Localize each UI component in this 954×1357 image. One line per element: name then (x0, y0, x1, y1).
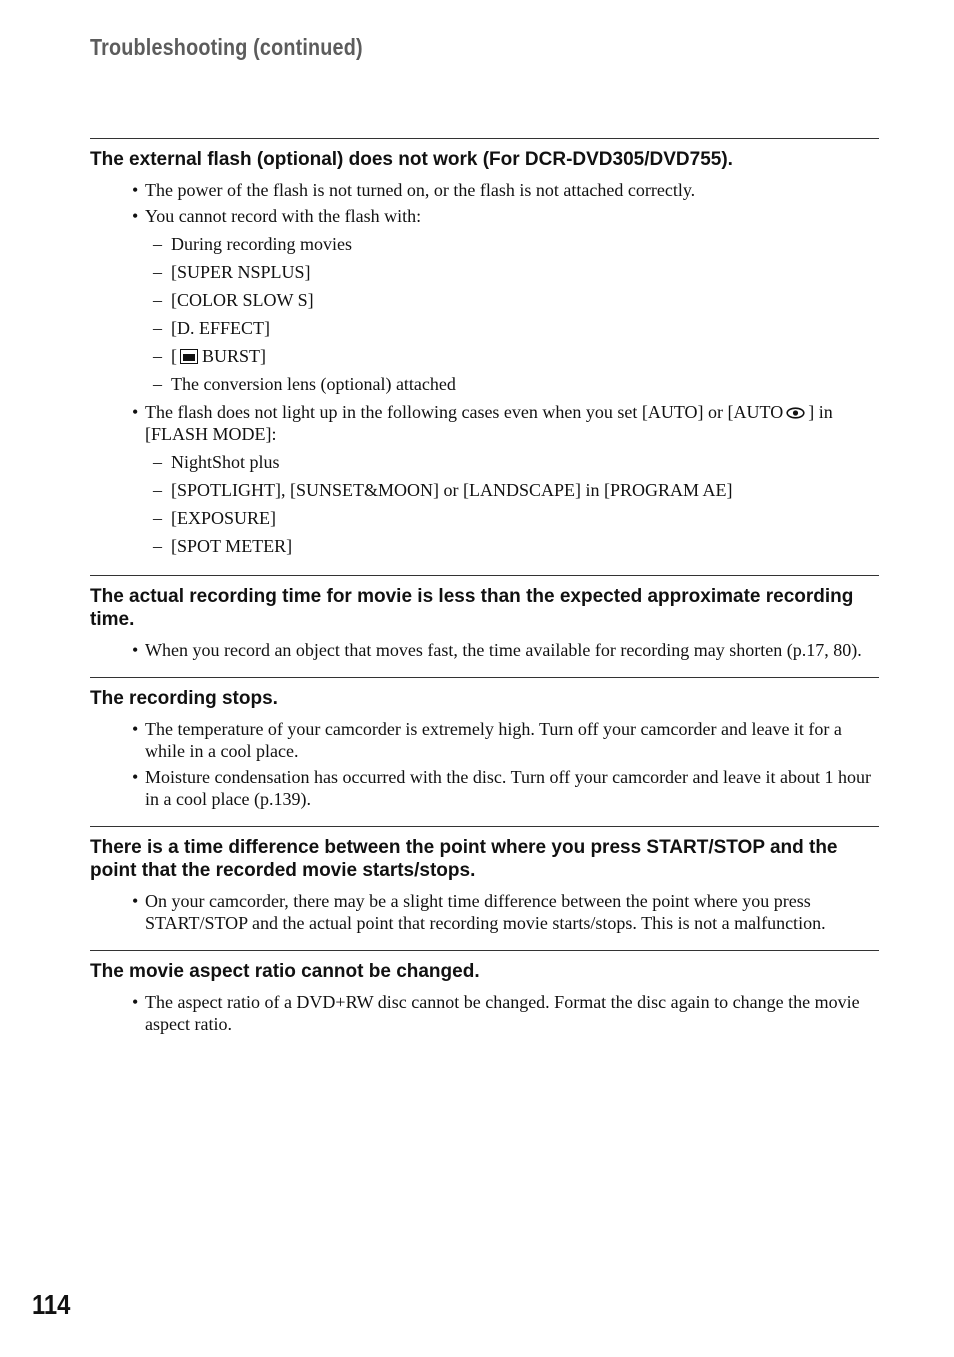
section-title: The actual recording time for movie is less than the expected approximate recording time. (90, 586, 854, 630)
dash-list (145, 233, 879, 395)
section-external-flash (90, 138, 879, 575)
dash-item: – [SPOT METER] (145, 535, 879, 557)
dash-item: – [SUPER NSPLUS] (145, 261, 879, 283)
page-number: 114 (32, 1289, 71, 1320)
bullet-item: • Moisture condensation has occurred with the disc. Turn off your camcorder and leave it about 1 hour in a cool place (p.139). (90, 766, 879, 810)
burst-label: BURST] (202, 346, 267, 366)
bullet-list (90, 890, 879, 934)
bullet-text: The flash does not light up in the following cases even when you set [AUTO] or [AUTO (145, 402, 784, 422)
section-title: The external flash (optional) does not work (For DCR-DVD305/DVD755). (90, 149, 733, 170)
dash-item: – [COLOR SLOW S] (145, 289, 879, 311)
bracket-open: [ (171, 346, 177, 366)
bullet-item (90, 205, 879, 395)
bullet-list (90, 639, 879, 661)
page-header: Troubleshooting (continued) (90, 34, 363, 60)
section-recording-stops (90, 677, 879, 826)
bullet-text-end: ] in [FLASH MODE]: (145, 402, 833, 444)
bullet-item: • The temperature of your camcorder is extremely high. Turn off your camcorder and leave it for a while in a cool place. (90, 718, 879, 762)
dash-item: – During recording movies (145, 233, 879, 255)
section-recording-time (90, 575, 879, 677)
section-title: There is a time difference between the point where you press START/STOP and the point that the recorded movie starts/stops. (90, 837, 838, 881)
section-title: The movie aspect ratio cannot be changed. (90, 961, 480, 982)
dash-item: – NightShot plus (145, 451, 879, 473)
section-time-difference (90, 826, 879, 950)
bullet-text: You cannot record with the flash with: (145, 206, 422, 226)
bullet-item: • On your camcorder, there may be a slight time difference between the point where you press START/STOP and the actual point that recording movie starts/stops. This is not a malfunction. (90, 890, 879, 934)
dash-item: – [D. EFFECT] (145, 317, 879, 339)
dash-item (145, 345, 879, 367)
bullet-item: • The power of the flash is not turned on, or the flash is not attached correctly. (90, 179, 879, 201)
dash-item: – [SPOTLIGHT], [SUNSET&MOON] or [LANDSCAPE] in [PROGRAM AE] (145, 479, 879, 501)
bullet-item (90, 401, 879, 557)
bullet-list (90, 991, 879, 1035)
bullet-item: • When you record an object that moves fast, the time available for recording may shorten (p.17, 80). (90, 639, 879, 661)
dash-item: – The conversion lens (optional) attached (145, 373, 879, 395)
dash-list (145, 451, 879, 557)
bullet-list (90, 179, 879, 557)
troubleshooting-content (90, 138, 879, 1051)
section-title: The recording stops. (90, 688, 278, 709)
red-eye-reduction-icon (786, 407, 805, 419)
bullet-list (90, 718, 879, 810)
burst-icon (180, 349, 198, 364)
bullet-item: • The aspect ratio of a DVD+RW disc cannot be changed. Format the disc again to change the movie aspect ratio. (90, 991, 879, 1035)
dash-item: – [EXPOSURE] (145, 507, 879, 529)
section-aspect-ratio (90, 950, 879, 1051)
